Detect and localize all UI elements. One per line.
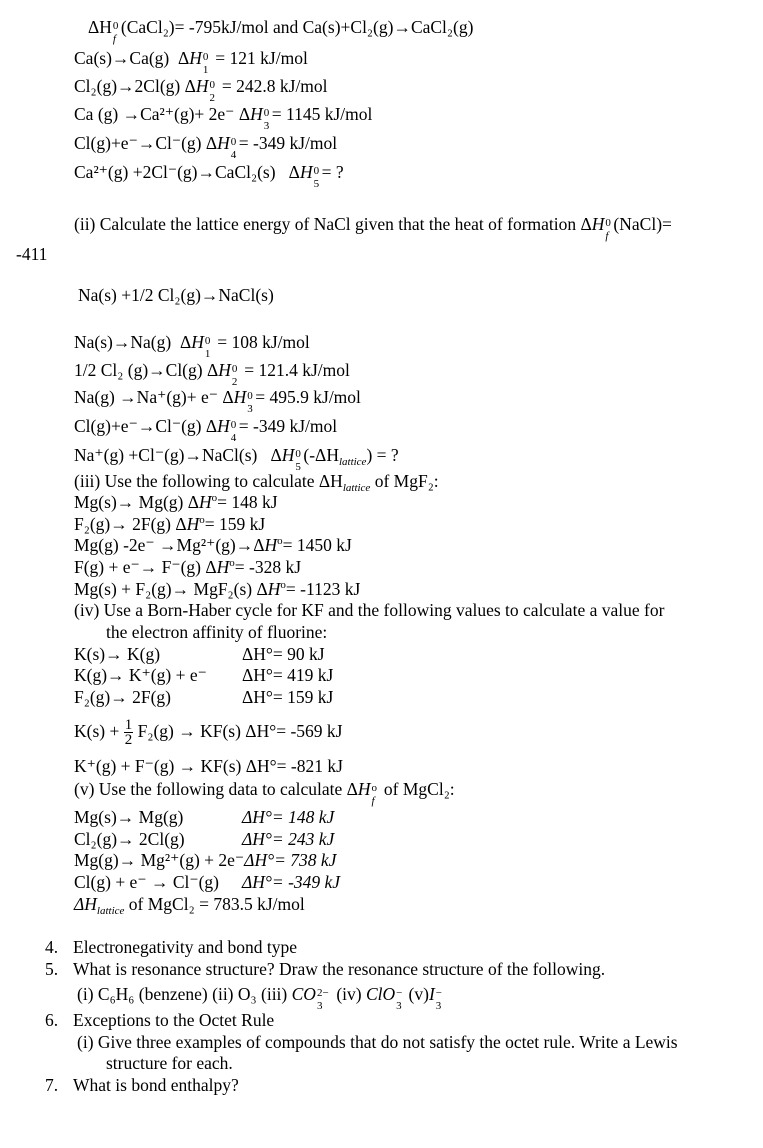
one-half-fraction: $\frac{1}{2}$ bbox=[124, 717, 133, 749]
question-7: 7. What is bond enthalpy? bbox=[45, 1075, 239, 1095]
kf-question-line-1: (iv) Use a Born-Haber cycle for KF and the following values to calculate a value for bbox=[74, 600, 665, 620]
nacl-step-3: Na(g) →Na⁺(g)+ e⁻ ΔH 0 3 = 495.9 kJ/mol bbox=[74, 387, 361, 415]
octet-question-line-1: (i) Give three examples of compounds that do not satisfy the octet rule. Write a Lewis bbox=[77, 1032, 678, 1052]
question-6: 6. Exceptions to the Octet Rule bbox=[45, 1010, 275, 1030]
mgcl2-step-3: Mg(g)→ Mg²⁺(g) + 2e⁻ΔH°= 738 kJ bbox=[74, 850, 337, 870]
question-4: 4. Electronegativity and bond type bbox=[45, 937, 298, 957]
nacl-step-5: Na⁺(g) +Cl⁻(g)→NaCl(s) ΔH 0 5 $(-\Delta H_{lattice})$ = ? bbox=[74, 445, 399, 473]
nacl-step-4: Cl(g)+e⁻→Cl⁻(g) ΔH 0 4 = -349 kJ/mol bbox=[74, 416, 338, 444]
kf-step-1: K(s)→ K(g) ΔH°= 90 kJ bbox=[74, 644, 325, 664]
mgf2-step-4: F(g) + e⁻→ F⁻(g) $\Delta H^o= -328$ kJ bbox=[74, 557, 302, 577]
mgcl2-lattice-energy: $\Delta H_{lattice}$ of MgCl₂ = 783.5 kJ/mol bbox=[74, 894, 305, 917]
nacl-step-2: 1/2 Cl₂ (g)→Cl(g) ΔH 0 2 = 121.4 kJ/mol bbox=[74, 360, 350, 388]
kf-step-3: F₂(g)→ 2F(g) ΔH°= 159 kJ bbox=[74, 687, 334, 707]
octet-question-line-2: structure for each. bbox=[106, 1053, 233, 1073]
mgcl2-step-4: Cl(g) + e⁻ → Cl⁻(g) ΔH°= -349 kJ bbox=[74, 872, 341, 892]
cacl2-step-4: Cl(g)+e⁻→Cl⁻(g) ΔH 0 4 = -349 kJ/mol bbox=[74, 133, 338, 161]
mgf2-step-5: Mg(s) + F₂(g)→ MgF₂(s) $\Delta H^o= -1123$ kJ bbox=[74, 579, 361, 599]
cacl2-step-1: Ca(s)→Ca(g) ΔH 0 1 = 121 kJ/mol bbox=[74, 48, 308, 76]
nacl-question: (ii) Calculate the lattice energy of NaCl given that the heat of formation ΔH 0 f (NaCl)= bbox=[74, 214, 672, 242]
mgcl2-step-1: Mg(s)→ Mg(g) ΔH°= 148 kJ bbox=[74, 807, 335, 827]
cacl2-step-2: Cl₂(g)→2Cl(g) ΔH 0 2 = 242.8 kJ/mol bbox=[74, 76, 328, 104]
mgcl2-step-2: Cl₂(g)→ 2Cl(g) ΔH°= 243 kJ bbox=[74, 829, 335, 849]
mgf2-step-1: Mg(s)→ Mg(g) $\Delta H^o= 148$ kJ bbox=[74, 492, 278, 512]
cacl2-header: ΔH 0 f (CaCl₂)= -795kJ/mol and Ca(s)+Cl₂(g)→CaCl₂(g) bbox=[88, 17, 474, 45]
resonance-items: (i) C₆H₆ (benzene) (ii) O₃ (iii) CO 2− 3 (iv) ClO − 3 (v)I − 3 bbox=[77, 984, 442, 1012]
nacl-question-value: -411 bbox=[16, 244, 48, 264]
mgf2-question: (iii) Use the following to calculate $\Delta H_{lattice}$ of MgF₂: bbox=[74, 471, 439, 494]
kf-formation-reaction: K(s) + $\frac{1}{2}$ F₂(g) → KF(s) ΔH°= -569 kJ bbox=[74, 717, 343, 749]
kf-lattice-line: K⁺(g) + F⁻(g) → KF(s) ΔH°= -821 kJ bbox=[74, 756, 343, 776]
mgf2-step-2: F₂(g)→ 2F(g) $\Delta H^o= 159$ kJ bbox=[74, 514, 266, 534]
cacl2-step-5: Ca²⁺(g) +2Cl⁻(g)→CaCl₂(s) ΔH 0 5 = ? bbox=[74, 162, 344, 190]
nacl-overall-reaction: Na(s) +1/2 Cl₂(g)→NaCl(s) bbox=[78, 285, 274, 305]
kf-step-2: K(g)→ K⁺(g) + e⁻ ΔH°= 419 kJ bbox=[74, 665, 334, 685]
mgf2-step-3: Mg(g) $-2e^- \to Mg^{2+}(g)\to\Delta H^o= 1450$ kJ bbox=[74, 535, 352, 555]
cacl2-step-3: Ca (g) →Ca²⁺(g)+ 2e⁻ ΔH 0 3 = 1145 kJ/mol bbox=[74, 104, 373, 132]
nacl-step-1: Na(s)→Na(g) ΔH 0 1 = 108 kJ/mol bbox=[74, 332, 310, 360]
question-5: 5. What is resonance structure? Draw the resonance structure of the following. bbox=[45, 959, 606, 979]
kf-question-line-2: the electron affinity of fluorine: bbox=[106, 622, 328, 642]
mgcl2-question: (v) Use the following data to calculate ΔH o f of MgCl₂: bbox=[74, 779, 455, 807]
